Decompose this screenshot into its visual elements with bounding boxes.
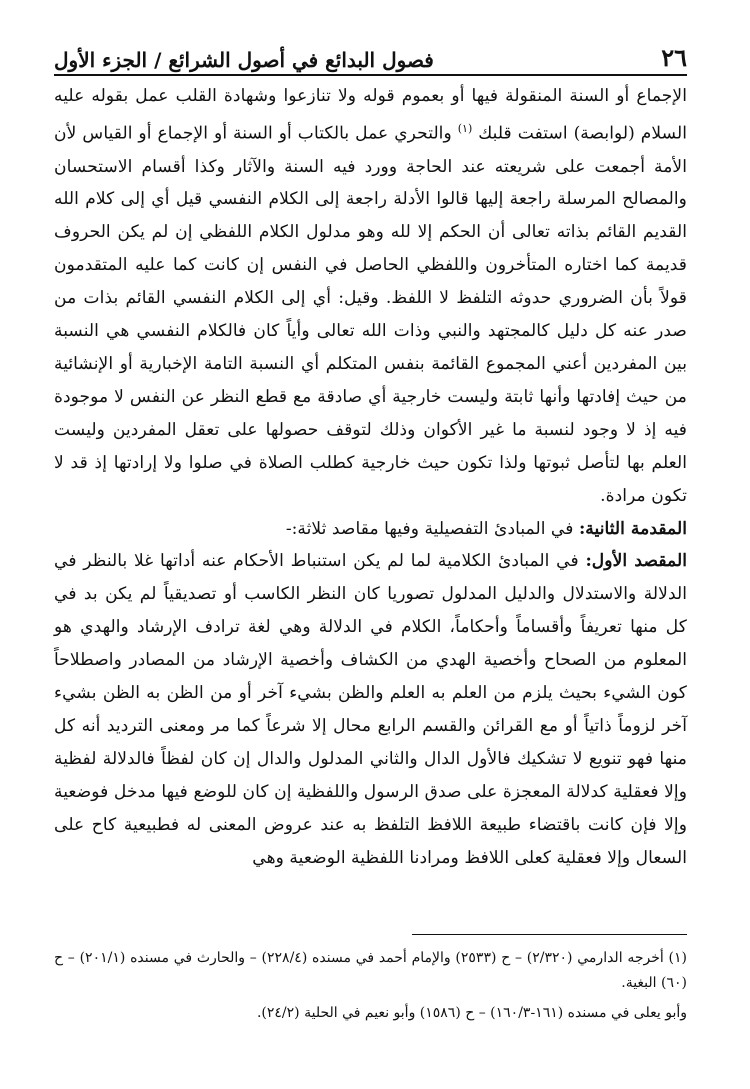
main-text xyxy=(54,80,687,874)
running-title: فصول البدائع في أصول الشرائع / الجزء الأول xyxy=(54,48,434,72)
paragraph xyxy=(54,513,687,546)
footnote-divider xyxy=(412,934,687,935)
page-number: ٢٦ xyxy=(661,43,687,72)
paragraph-text: في المبادئ الكلامية لما لم يكن استنباط الأحكام عنه أداتها غلا بالنظر في الدلالة والاستدلال والدليل المدلول تصوريا كان النظر الكاسب أو تصديقياً لم يكن بد في كل منها تعريفاً وأقساماً وأحكاماً، الكلام في الدلالة وهي لغة ترادف الإرشاد والهدي هو المعلوم من الصحاح وأخصية الهدي من الكشاف وأخصية الإرشاد من المصادر واصطلاحاً كون الشيء بحيث يلزم من العلم به العلم والظن بشيء آخر أو من الظن به الظن بشيء آخر لزوماً ذاتياً أو مع القرائن والقسم الرابع محال إلا شرعاً كما مر ومعنى الترديد أنه كل منها فهو تنويع لا تشكيك فالأول الدال والثاني المدلول والدال إن كان لفظاً فالدلالة لفظية وإلا فعقلية كدلالة المعجزة على صدق الرسول واللفظية إن كان للوضع فيها مدخل فوضعية وإلا فإن كانت باقتضاء طبيعة اللافظ التلفظ به عند عروض المعنى له فطبيعية كاح على السعال وإلا فعقلية كعلى اللافظ ومرادنا اللفظية الوضعية وهي xyxy=(54,551,687,868)
paragraph-text: والتحري عمل بالكتاب أو السنة أو الإجماع أو القياس لأن الأمة أجمعت على شريعته عند الحاجة وورد فيه السنة والآثار وكذا أقسام الاستحسان والمصالح المرسلة راجعة إليها قالوا الأدلة راجعة إلى الكلام النفسي قيل أي إلى كلام الله القديم القائم بذاته تعالى أن الحكم إلا لله وهو مدلول الكلام اللفظي إن لم يكن الحروف قديمة كما اختاره المتأخرون واللفظي الحاصل في النفس إن كانت كما عليه المتقدمون قولاً بأن الضروري حدوثه التلفظ لا اللفظ. وقيل: أي إلى الكلام النفسي القائم بذات من صدر عنه كل دليل كالمجتهد والنبي وذات الله تعالى وأياً كان فالكلام النفسي هي النسبة بين المفردين أعني المجموع القائمة بنفس المتكلم أي النسبة التامة الإخبارية أو الإنشائية من حيث إفادتها وأنها ثابتة وليست خارجية أي صادقة مع قطع النظر عن النفس لا موجودة فيه إذ لا وجود لنسبة ما غير الأكوان وذلك لتوقف حصولها على تعقل المفردين وليست العلم بها لتأصل ثبوتها ولذا تكون حيث خارجية كطلب الصلاة في صلوا ولا إرادتها إذ قد لا تكون مرادة. xyxy=(54,123,687,506)
footnote-reference: (١) xyxy=(457,121,473,135)
footnote-line: (١) أخرجه الدارمي (٢/٣٢٠) – ح (٢٥٣٣) والإمام أحمد في مسنده (٢٢٨/٤) – والحارث في مسنده (٢٠١/١) – ح (٦٠) البغية. xyxy=(54,950,688,991)
book-page xyxy=(54,30,687,874)
paragraph-text: في المبادئ التفصيلية وفيها مقاصد ثلاثة:- xyxy=(285,518,579,539)
section-heading: المقصد الأول: xyxy=(585,551,687,572)
footnote-line: وأبو يعلى في مسنده (١٦١-١٦٠/٣) – ح (١٥٨٦) وأبو نعيم في الحلية (٢٤/٢). xyxy=(256,1005,687,1021)
paragraph xyxy=(54,545,687,874)
footnotes xyxy=(54,946,687,1026)
page-header xyxy=(54,30,687,76)
paragraph xyxy=(54,80,687,513)
paragraph-text: الإجماع أو السنة المنقولة فيها أو بعموم قوله ولا تنازعوا وشهادة القلب عمل بقوله عليه السلام (لوابصة) استفت قلبك xyxy=(54,86,687,144)
section-heading: المقدمة الثانية: xyxy=(578,518,687,539)
